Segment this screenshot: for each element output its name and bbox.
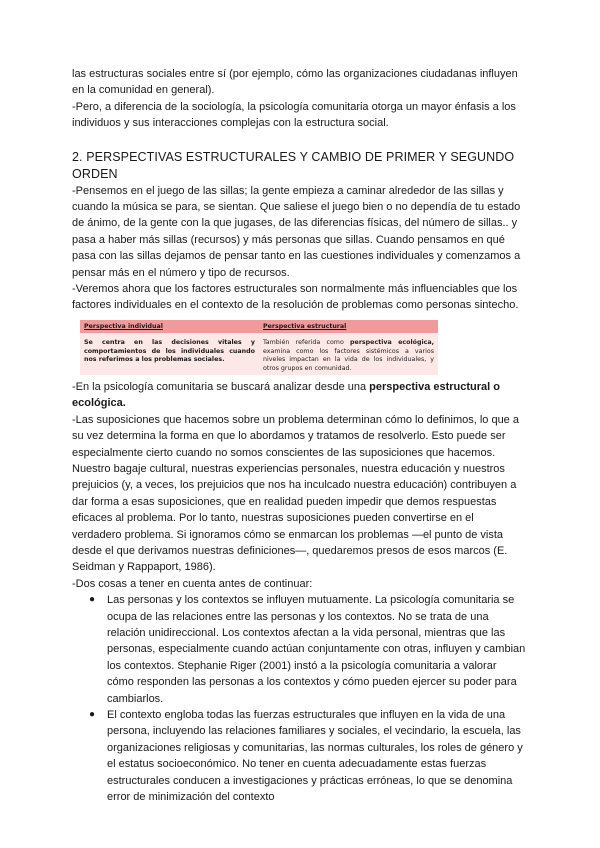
table-header-structural: Perspectiva estructural — [259, 320, 438, 333]
list-item-text: Las personas y los contextos se influyen mutuamente. La psicología comunitaria se ocupa de las relaciones entre las personas y los contextos. No se trata de una relación unidireccional. Los contextos afectan a la vida personal, mientras que las personas, especialmente cuando actúan conjuntamente con otras, influyen y cambian los contextos. Stephanie Riger (2001) instó a la psicología comunitaria a valorar cómo responden las personas a los contextos y cómo pueden ejercer su poder para cambiarlos. — [107, 594, 526, 705]
list-item — [89, 707, 526, 805]
bullet-icon: ● — [89, 594, 96, 606]
paragraph-two-things: -Dos cosas a tener en cuenta antes de continuar: — [72, 577, 313, 590]
paragraph-ecological-bold: perspectiva estructural o ecológica. — [72, 380, 501, 410]
bullet-icon: ● — [89, 709, 96, 721]
table-cell-structural-bold: perspectiva ecológica, — [350, 339, 434, 347]
paragraph-structures: las estructuras sociales entre sí (por ejemplo, cómo las organizaciones ciudadanas influyen en la comunidad en general). — [72, 68, 518, 97]
list-item-text: El contexto engloba todas las fuerzas estructurales que influyen en la vida de una persona, incluyendo las relaciones familiares y sociales, el vecindario, la escuela, las organizaciones religiosas y comunitarias, las normas culturales, los roles de género y el estatus socioeconómico. No tener en cuenta adecuadamente estas fuerzas estructurales conducen a investigaciones y prácticas erróneas, lo que se denomina error de minimización del contexto — [107, 709, 523, 804]
paragraph-ecological — [72, 379, 526, 412]
paragraph-structural-factors: -Veremos ahora que los factores estructurales son normalmente más influenciables que los factores individuales en el contexto de la resolución de problemas como personas sintecho. — [72, 283, 519, 312]
list-item — [89, 592, 526, 707]
bullet-list — [72, 592, 526, 805]
table-cell-structural — [259, 333, 438, 375]
table-cell-structural-text-a: También referida como — [263, 339, 351, 347]
table-header-individual: Perspectiva individual — [80, 320, 259, 333]
perspectives-table — [80, 320, 438, 375]
paragraph-ecological-prefix: -En la psicología comunitaria se buscará analizar desde una — [72, 380, 370, 393]
paragraph-assumptions: -Las suposiciones que hacemos sobre un problema determinan cómo lo definimos, lo que a su vez determina la forma en que lo abordamos y tratamos de resolverlo. Esto puede ser especialmente cierto cuando no somos conscientes de las suposiciones que hacemos. Nuestro bagaje cultural, nuestras experiencias personales, nuestra educación y nuestros prejuicios (y, a veces, los prejuicios que nos ha inculcado nuestra educación) contribuyen a dar forma a esas suposiciones, que en realidad pueden impedir que demos respuestas eficaces al problema. Por lo tanto, nuestras suposiciones pueden convertirse en el verdadero problema. Si ignoramos cómo se enmarcan los problemas —el punto de vista desde el que derivamos nuestras definiciones—, quedaremos presos de esos marcos (E. Seidman y Rappaport, 1986). — [72, 413, 519, 574]
paragraph-chairs-game: -Pensemos en el juego de las sillas; la gente empieza a caminar alrededor de las sillas y cuando la música se para, se sientan. Que saliese el juego bien o no dependía de tu estado de ánimo, de la gente con la que jugases, de las diferencias físicas, del número de sillas.. y pasa a haber más sillas (recursos) y más personas que sillas. Cuando pensamos en qué pasa con las sillas dejamos de pensar tanto en las cuestiones individuales y comenzamos a pensar más en el número y tipo de recursos. — [72, 184, 521, 279]
table-cell-individual: Se centra en las decisiones vitales y comportamientos de los individuales cuando nos referimos a los problemas sociales. — [80, 333, 259, 375]
paragraph-sociology-contrast: -Pero, a diferencia de la sociología, la psicología comunitaria otorga un mayor énfasis a los individuos y sus interacciones complejas con la estructura social. — [72, 100, 516, 130]
table-cell-structural-text-b: examina como los factores sistémicos a varios niveles impactan en la vida de los individuales, y otros grupos en comunidad. — [263, 347, 434, 372]
section-heading: 2. PERSPECTIVAS ESTRUCTURALES Y CAMBIO DE PRIMER Y SEGUNDO ORDEN — [72, 149, 515, 181]
